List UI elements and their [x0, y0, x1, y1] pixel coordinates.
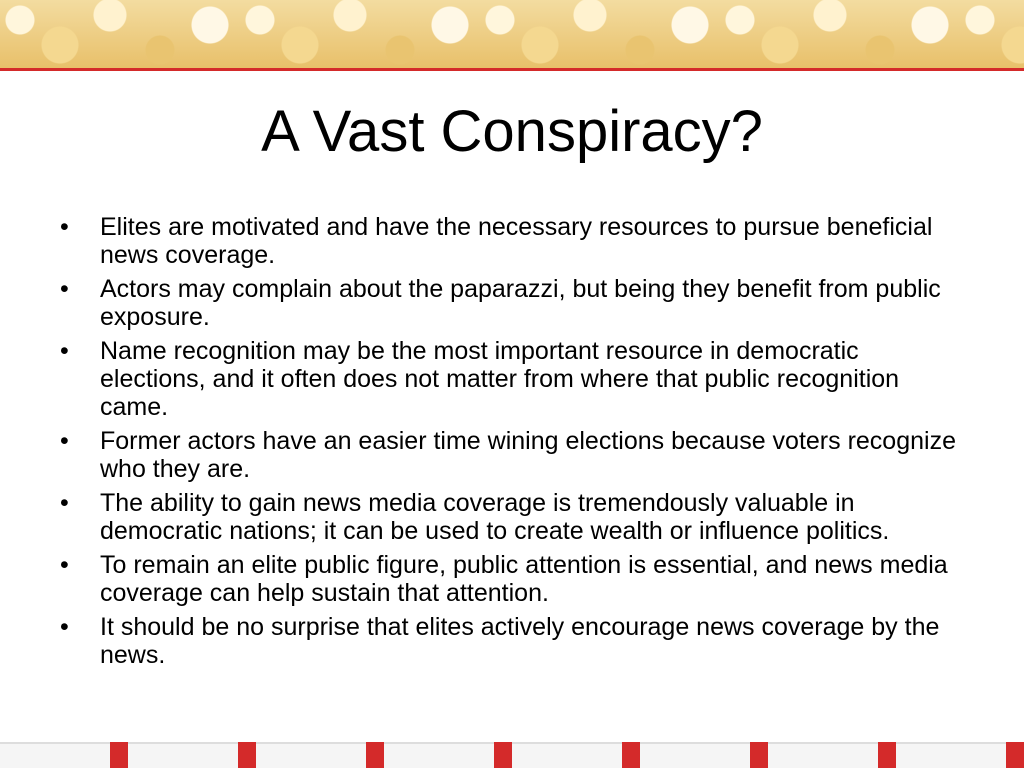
bullet-item: • Name recognition may be the most important resource in democratic elections, and it often does not matter from where that public recognition came. [56, 337, 966, 421]
bullet-list [56, 213, 966, 675]
popcorn-header-banner [0, 0, 1024, 71]
bullet-item: • It should be no surprise that elites actively encourage news coverage by the news. [56, 613, 966, 669]
bullet-item: • The ability to gain news media coverage is tremendously valuable in democratic nations; it can be used to create wealth or influence politics. [56, 489, 966, 545]
bullet-item: • Actors may complain about the paparazzi, but being they benefit from public exposure. [56, 275, 966, 331]
slide-title: A Vast Conspiracy? [261, 99, 763, 164]
striped-footer-border [0, 742, 1024, 768]
bullet-item: • To remain an elite public figure, public attention is essential, and news media coverage can help sustain that attention. [56, 551, 966, 607]
bullet-item: • Elites are motivated and have the necessary resources to pursue beneficial news coverage. [56, 213, 966, 269]
bullet-item: • Former actors have an easier time wining elections because voters recognize who they are. [56, 427, 966, 483]
